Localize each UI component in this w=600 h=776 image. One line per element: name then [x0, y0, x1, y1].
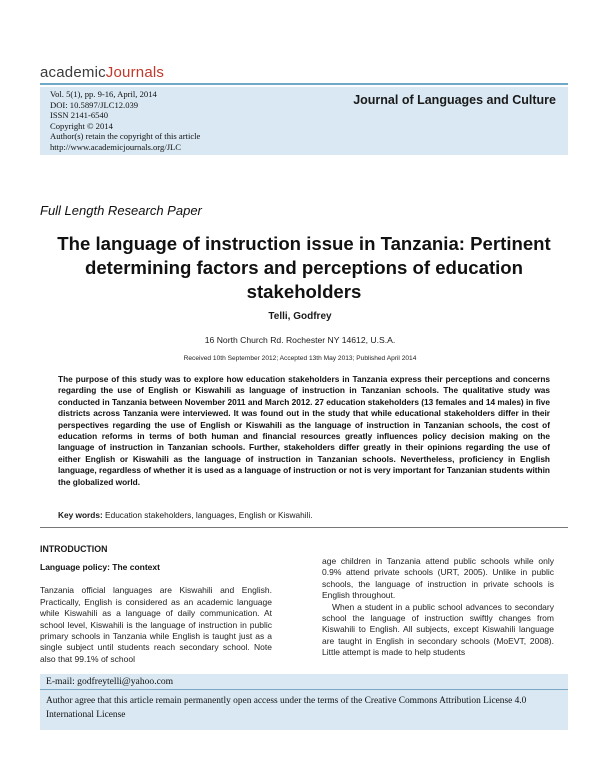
author-address: 16 North Church Rd. Rochester NY 14612, U.S.A. [204, 335, 396, 345]
footnote-rule [40, 689, 568, 690]
meta-url[interactable]: http://www.academicjournals.org/JLC [50, 141, 182, 152]
paragraph: Tanzania official languages are Kiswahili and English. Practically, English is considered as an academic language while Kiswahili as a language of daily communication. At school level, Kiswahili is the language of instruction in public primary schools in Tanzania while English is taught just as a single subject until students reach secondary school. Note also that 99.1% of school [40, 585, 272, 664]
meta-copyright: Copyright © 2014 [50, 120, 113, 131]
authors: Telli, Godfrey [268, 311, 332, 322]
keywords-text: Education stakeholders, languages, English or Kiswahili. [105, 510, 313, 520]
keywords-divider [40, 527, 568, 528]
publisher-logo [40, 64, 164, 81]
abstract: The purpose of this study was to explore how education stakeholders in Tanzania express their perceptions and concerns regarding the use of English or Kiswahili as language of instruction in Tanzanian schools. The qualitative study was conducted in Tanzania between November 2011 and March 2012. 27 education stakeholders (13 females and 14 males) in five districts across Tanzania were interviewed. It was found out in the study that while educational stakeholders differ in their perspectives regarding the use of English or Kiswahili as the language of instruction in Tanzanian schools, the cost of education reforms in terms of both human and financial resources greatly influences policy decision making on the language of instruction in Tanzanian schools. Further, stakeholders differ greatly in their opinions regarding the use of either English or Kiswahili as the language of instruction in Tanzanian schools. Nevertheless, proficiency in English language, regardless of whether it is used as a language of instruction or not is very important for Tanzanian students within the globalized world. [58, 374, 550, 487]
paper-title: The language of instruction issue in Tanzania: Pertinent determining factors and perceptions of education stakeholders [57, 233, 551, 302]
paper-type: Full Length Research Paper [40, 203, 202, 218]
meta-rights: Author(s) retain the copyright of this article [50, 131, 201, 142]
meta-volume: Vol. 5(1), pp. 9-16, April, 2014 [50, 89, 157, 99]
right-column [322, 556, 554, 659]
paragraph: When a student in a public school advances to secondary school the language of instruction swiftly changes from Kiswahili to English. All subjects, except Kiswahili language are taught in English in secondary schools (MoEVT, 2008). Little attempt is made to help students [322, 601, 554, 658]
footnote-box [40, 674, 568, 730]
article-meta-box [40, 87, 568, 155]
journal-name: Journal of Languages and Culture [353, 93, 556, 107]
subsection-heading: Language policy: The context [40, 562, 160, 572]
publication-dates: Received 10th September 2012; Accepted 13th May 2013; Published April 2014 [183, 355, 417, 362]
article-meta-lines [50, 89, 200, 153]
section-heading-introduction: INTRODUCTION [40, 544, 108, 554]
logo-part-academic: academic [40, 64, 106, 81]
paragraph: age children in Tanzania attend public schools while only 0.9% attend private schools (URT, 2005). Unlike in public schools, the language of instruction in private schools is English throughout. [322, 556, 554, 601]
keywords [58, 510, 313, 520]
keywords-label: Key words: [58, 510, 103, 520]
header-rule [40, 83, 568, 85]
license-notice: Author agree that this article remain permanently open access under the terms of the Creative Commons Attribution License 4.0 International License [46, 696, 527, 720]
meta-doi: DOI: 10.5897/JLC12.039 [50, 99, 139, 110]
left-column [40, 562, 272, 665]
meta-issn: ISSN 2141-6540 [50, 110, 109, 121]
author-email[interactable]: E-mail: godfreytelli@yahoo.com [46, 676, 174, 687]
logo-part-journals: Journals [105, 64, 165, 81]
